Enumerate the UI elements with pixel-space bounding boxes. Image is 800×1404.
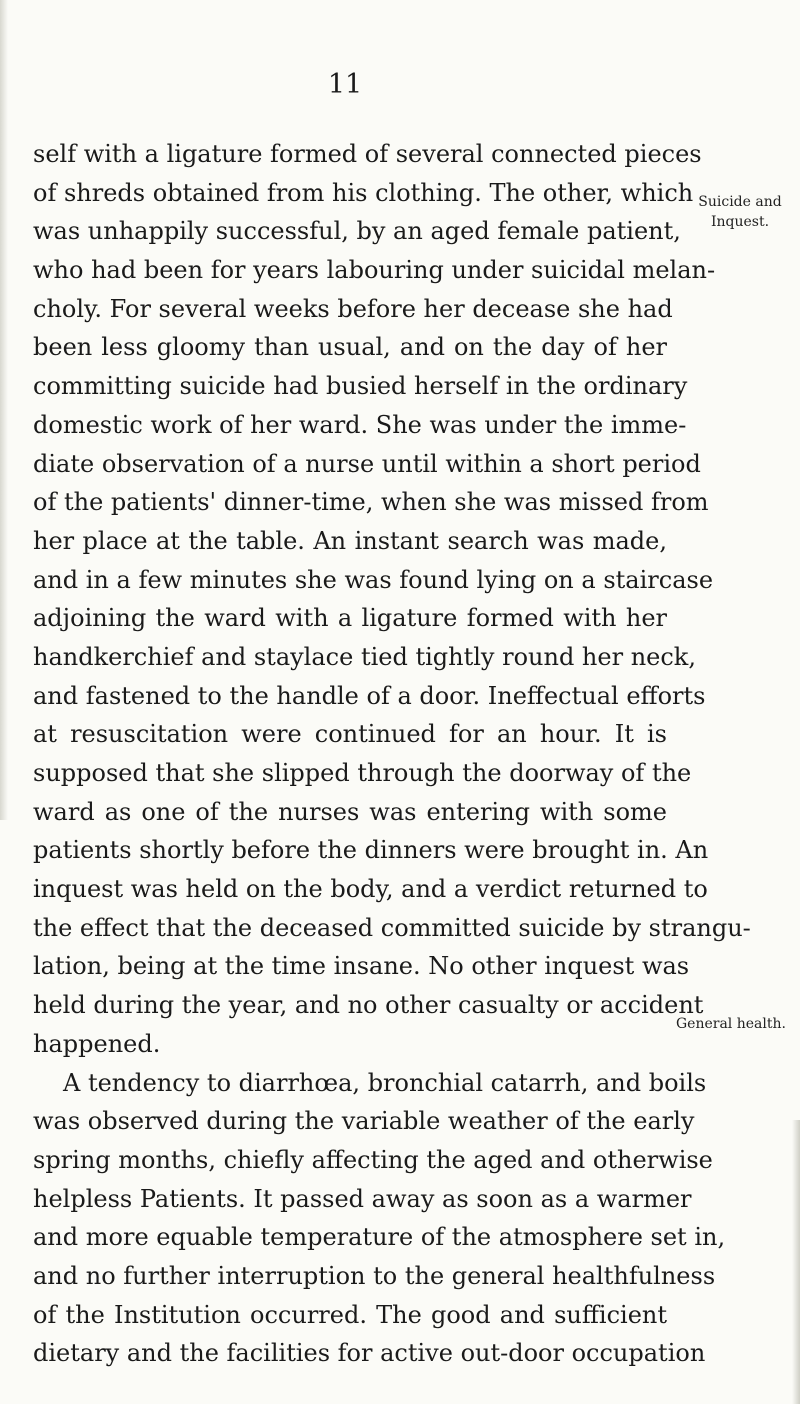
text-line: supposed that she slipped through the doorway of the	[33, 759, 692, 787]
text-line: been less gloomy than usual, and on the day of her	[33, 333, 667, 362]
text-line: committing suicide had busied herself in the ordinary	[33, 372, 688, 401]
text-line: A tendency to diarrhœa, bronchial catarrh, and boils	[63, 1068, 707, 1097]
text-line: diate observation of a nurse until within a short period	[33, 449, 701, 478]
margin-note-health: General health.	[676, 1016, 786, 1032]
text-line: ward as one of the nurses was entering with some	[33, 797, 667, 826]
text-line: adjoining the ward with a ligature formed with her	[33, 604, 667, 633]
text-line: helpless Patients. It passed away as soon as a warmer	[33, 1184, 692, 1213]
page-edge-right	[792, 1120, 800, 1404]
text-line: at resuscitation were continued for an hour. It is	[33, 720, 667, 749]
text-line: was unhappily successful, by an aged female patient,	[33, 217, 681, 246]
text-line: held during the year, and no other casualty or accident	[33, 991, 704, 1020]
text-line: and more equable temperature of the atmosphere set in,	[33, 1223, 726, 1252]
text-line: and fastened to the handle of a door. Ineffectual efforts	[33, 681, 706, 710]
page-edge-left	[0, 0, 8, 820]
text-line: self with a ligature formed of several connected pieces	[33, 140, 702, 168]
text-line: happened.	[33, 1029, 161, 1058]
text-line: handkerchief and staylace tied tightly round her neck,	[33, 642, 696, 671]
text-line: of shreds obtained from his clothing. The other, which	[33, 178, 694, 207]
page-number: 11	[327, 69, 363, 100]
text-line: the effect that the deceased committed suicide by strangu-	[33, 913, 751, 942]
margin-note-suicide: Suicide and Inquest.	[698, 194, 782, 230]
text-line: spring months, chiefly affecting the aged and otherwise	[33, 1145, 713, 1174]
text-line: of the Institution occurred. The good and sufficient	[33, 1300, 667, 1329]
text-line: inquest was held on the body, and a verdict returned to	[33, 875, 708, 904]
text-line: was observed during the variable weather of the early	[33, 1107, 695, 1136]
text-line: and no further interruption to the general healthfulness	[33, 1261, 716, 1290]
text-line: choly. For several weeks before her decease she had	[33, 294, 673, 323]
text-line: patients shortly before the dinners were brought in. An	[33, 836, 709, 865]
text-line: of the patients' dinner-time, when she was missed from	[33, 488, 709, 517]
text-line: and in a few minutes she was found lying on a staircase	[33, 565, 714, 594]
text-line: lation, being at the time insane. No other inquest was	[33, 952, 690, 981]
text-line: domestic work of her ward. She was under the imme-	[33, 410, 687, 439]
text-line: dietary and the facilities for active out-door occupation	[33, 1339, 706, 1368]
text-line: her place at the table. An instant search was made,	[33, 526, 667, 555]
text-line: who had been for years labouring under suicidal melan-	[33, 256, 716, 285]
